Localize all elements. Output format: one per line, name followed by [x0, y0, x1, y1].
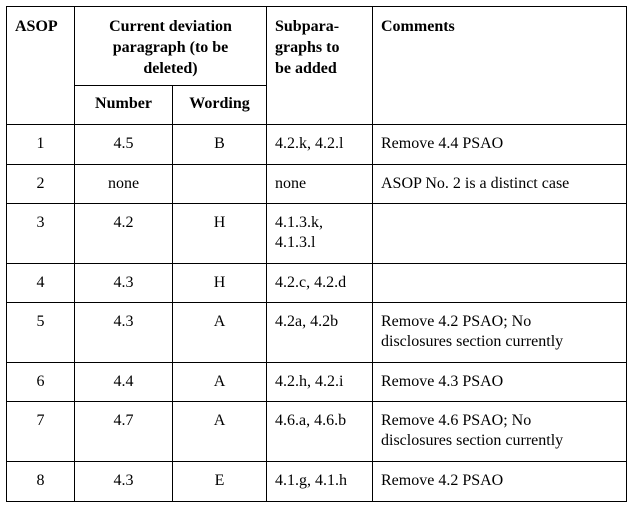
table-row — [7, 125, 627, 165]
current-deviation-line-3: deleted) — [143, 60, 198, 77]
asop-cell: 8 — [7, 462, 75, 502]
wording-cell — [173, 165, 267, 204]
subparagraphs-cell: 4.6.a, 4.6.b — [267, 402, 373, 462]
wording-cell: B — [173, 125, 267, 165]
current-deviation-header — [75, 7, 267, 86]
subparagraphs-cell: 4.1.3.k, 4.1.3.l — [267, 204, 373, 264]
subparagraphs-cell: 4.2.h, 4.2.i — [267, 363, 373, 402]
asop-cell: 1 — [7, 125, 75, 165]
number-cell: none — [75, 165, 173, 204]
subparagraphs-cell: 4.2a, 4.2b — [267, 303, 373, 363]
asop-cell: 4 — [7, 264, 75, 303]
asop-cell: 3 — [7, 204, 75, 264]
number-cell: 4.3 — [75, 264, 173, 303]
wording-cell: H — [173, 264, 267, 303]
asop-header: ASOP — [7, 7, 75, 125]
comments-cell: Remove 4.3 PSAO — [373, 363, 627, 402]
wording-cell: A — [173, 303, 267, 363]
comments-header: Comments — [373, 7, 627, 125]
comments-cell: Remove 4.6 PSAO; No disclosures section currently — [373, 402, 627, 462]
asop-cell: 6 — [7, 363, 75, 402]
wording-cell: H — [173, 204, 267, 264]
comments-cell — [373, 204, 627, 264]
table-row — [7, 363, 627, 402]
comments-cell: Remove 4.2 PSAO — [373, 462, 627, 502]
table-row — [7, 204, 627, 264]
current-deviation-line-1: Current deviation — [109, 18, 232, 35]
asop-cell: 7 — [7, 402, 75, 462]
table-row — [7, 303, 627, 363]
subparagraphs-cell: none — [267, 165, 373, 204]
table-row — [7, 402, 627, 462]
subparagraphs-cell: 4.2.k, 4.2.l — [267, 125, 373, 165]
asop-cell: 2 — [7, 165, 75, 204]
wording-cell: A — [173, 363, 267, 402]
current-deviation-line-2: paragraph (to be — [112, 39, 229, 56]
number-header: Number — [75, 86, 173, 125]
table-row — [7, 462, 627, 502]
number-cell: 4.3 — [75, 462, 173, 502]
subparagraphs-line-2: graphs to — [275, 39, 340, 56]
subparagraphs-line-3: be added — [275, 60, 337, 77]
subparagraphs-header — [267, 7, 373, 125]
wording-cell: E — [173, 462, 267, 502]
comments-cell: Remove 4.4 PSAO — [373, 125, 627, 165]
asop-cell: 5 — [7, 303, 75, 363]
number-cell: 4.2 — [75, 204, 173, 264]
subparagraphs-line-1: Subpara- — [275, 18, 340, 35]
table-row — [7, 264, 627, 303]
wording-header: Wording — [173, 86, 267, 125]
subparagraphs-cell: 4.2.c, 4.2.d — [267, 264, 373, 303]
comments-cell: ASOP No. 2 is a distinct case — [373, 165, 627, 204]
comments-cell — [373, 264, 627, 303]
wording-cell: A — [173, 402, 267, 462]
number-cell: 4.3 — [75, 303, 173, 363]
asop-deviation-table — [6, 6, 627, 502]
comments-cell: Remove 4.2 PSAO; No disclosures section currently — [373, 303, 627, 363]
subparagraphs-cell: 4.1.g, 4.1.h — [267, 462, 373, 502]
number-cell: 4.4 — [75, 363, 173, 402]
header-row-1 — [7, 7, 627, 86]
number-cell: 4.7 — [75, 402, 173, 462]
number-cell: 4.5 — [75, 125, 173, 165]
table-row — [7, 165, 627, 204]
